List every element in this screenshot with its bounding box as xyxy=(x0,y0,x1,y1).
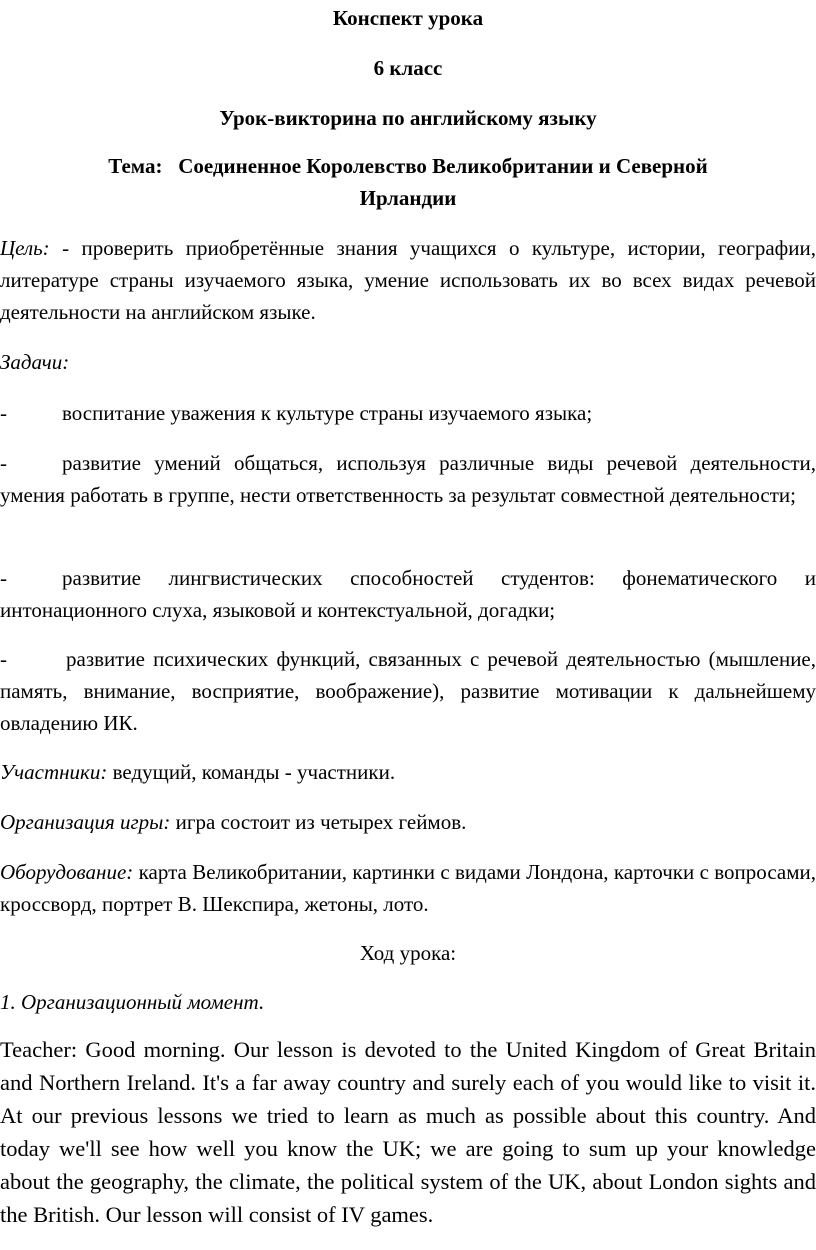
bullet-dash: - xyxy=(0,566,7,590)
goal-paragraph xyxy=(0,232,816,328)
task-item-1 xyxy=(0,397,816,429)
participants-label: Участники: xyxy=(0,760,108,784)
goal-text: - проверить приобретённые знания учащихся о культуре, истории, географии, литературе страны изучаемого языка, умение использовать их во всех видах речевой деятельности на английском языке. xyxy=(0,236,816,324)
bullet-dash: - xyxy=(0,647,7,671)
equipment-label: Оборудование: xyxy=(0,860,134,884)
bullet-dash: - xyxy=(0,451,7,475)
bullet-dash: - xyxy=(0,401,7,425)
participants-text: ведущий, команды - участники. xyxy=(107,760,396,784)
task-text-2: развитие умений общаться, используя различные виды речевой деятельности, умения работать в группе, нести ответственность за результат совместной деятельности; xyxy=(0,451,816,507)
tasks-label: Задачи: xyxy=(0,350,70,374)
teacher-paragraph: Teacher: Good morning. Our lesson is devoted to the United Kingdom of Great Britain and Northern Ireland. It's a far away country and surely each of you would like to visit it. At our previous lessons we tried to learn as much as possible about this country. And today we'll see how well you know the UK; we are going to sum up your knowledge about the geography, the climate, the political system of the UK, about London sights and the British. Our lesson will consist of IV games. xyxy=(0,1037,816,1227)
document-title: Конспект урока xyxy=(332,6,484,30)
organization-paragraph xyxy=(0,806,816,838)
task-item-4 xyxy=(0,643,816,739)
topic-label: Тема: xyxy=(108,154,163,178)
equipment-paragraph xyxy=(0,856,816,920)
task-text-1: воспитание уважения к культуре страны изучаемого языка; xyxy=(62,401,593,425)
section-heading-1: 1. Организационный момент. xyxy=(0,990,265,1014)
participants-paragraph xyxy=(0,756,816,788)
topic-text: Соединенное Королевство Великобритании и Северной xyxy=(178,154,708,178)
task-item-2 xyxy=(0,447,816,511)
lesson-type: Урок-викторина по английскому языку xyxy=(219,106,597,130)
equipment-text: карта Великобритании, картинки с видами Лондона, карточки с вопросами, кроссворд, портрет В. Шекспира, жетоны, лото. xyxy=(0,860,816,916)
topic-line-2: Ирландии xyxy=(359,186,457,210)
organization-text: игра состоит из четырех геймов. xyxy=(170,810,467,834)
task-text-4: развитие психических функций, связанных с речевой деятельностью (мышление, память, внимание, восприятие, воображение), развитие мотивации к дальнейшему овладению ИК. xyxy=(0,647,816,735)
organization-label: Организация игры: xyxy=(0,810,171,834)
grade-label: 6 класс xyxy=(373,56,443,80)
topic-line-1 xyxy=(0,150,816,182)
goal-label: Цель: xyxy=(0,236,50,260)
task-item-3 xyxy=(0,562,816,626)
lesson-flow-heading: Ход урока: xyxy=(359,941,457,965)
task-text-3: развитие лингвистических способностей студентов: фонематического и интонационного слуха, языковой и контекстуальной, догадки; xyxy=(0,566,816,622)
